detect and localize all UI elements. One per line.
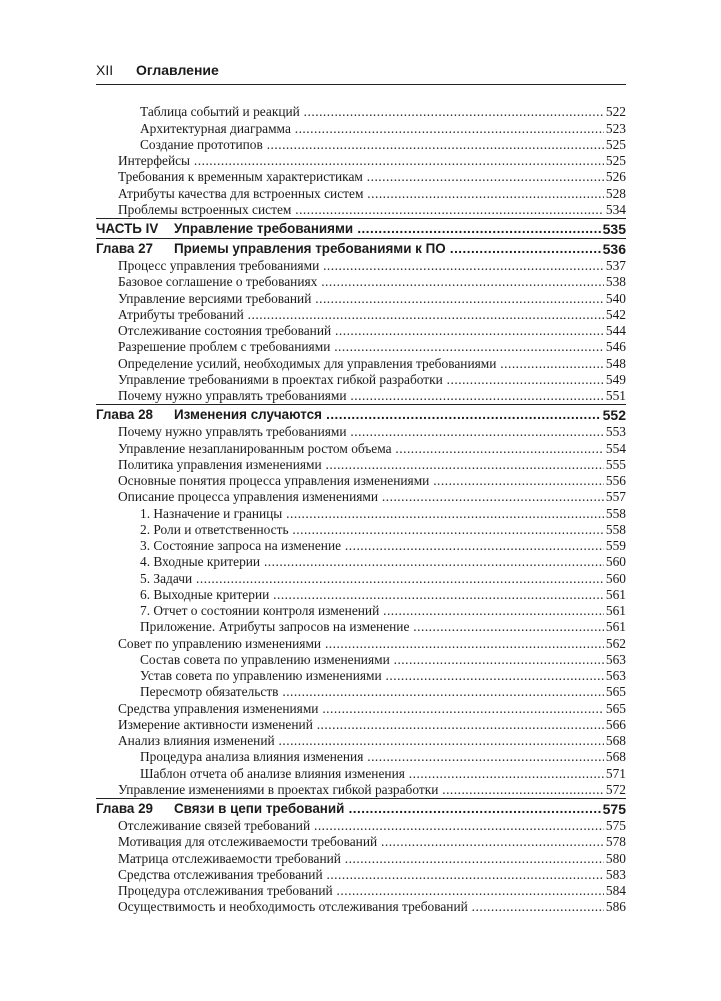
toc-entry-title: Атрибуты требований .....: [118, 307, 604, 323]
toc-entry[interactable]: [96, 883, 626, 899]
toc-page-number: 559: [605, 538, 626, 553]
page-number: XII: [96, 62, 114, 78]
toc-page-number: 557: [605, 489, 626, 505]
toc-entry-title: Средства управления изменениями .....: [118, 701, 604, 717]
toc-page-number: 562: [605, 635, 626, 651]
toc-part-number: ЧАСТЬ IV: [96, 220, 159, 236]
toc-page-number: 561: [605, 586, 626, 602]
toc-entry-title: Анализ влияния изменений .....: [118, 733, 604, 749]
toc-entry-title: Создание прототипов .....: [140, 137, 604, 153]
toc-part-number: Глава 27: [96, 240, 153, 256]
toc-entry[interactable]: [96, 619, 626, 635]
toc-entry[interactable]: [96, 120, 626, 136]
toc-page-number: 522: [605, 104, 626, 120]
toc-entry-title: Процедура анализа влияния изменения .....: [140, 749, 604, 765]
toc-entry[interactable]: [96, 505, 626, 521]
toc-page-number: 558: [605, 505, 626, 521]
toc-page-number: 583: [605, 866, 626, 882]
toc-entry[interactable]: [96, 700, 626, 716]
toc-page-number: 565: [605, 700, 626, 716]
toc-page-number: 566: [605, 716, 626, 732]
toc-entry[interactable]: [96, 899, 626, 915]
toc-entry[interactable]: [96, 717, 626, 733]
toc-entry[interactable]: [96, 554, 626, 570]
toc-entry[interactable]: [96, 782, 626, 798]
toc-entry-title: Приложение. Атрибуты запросов на изменение .....: [140, 619, 604, 635]
toc-entry[interactable]: [96, 489, 626, 505]
toc-entry[interactable]: [96, 153, 626, 169]
toc-entry-title: Изменения случаются .....: [174, 406, 601, 424]
toc-entry[interactable]: [96, 603, 626, 619]
toc-page-number: 561: [605, 619, 626, 635]
toc-entry-title: Основные понятия процесса управления изменениями .....: [118, 473, 604, 489]
toc-page-number: 535: [602, 220, 626, 237]
toc-entry[interactable]: [96, 424, 626, 440]
toc-entry-title: Архитектурная диаграмма .....: [140, 121, 604, 137]
toc-page-number: 546: [605, 339, 626, 355]
toc-entry-title: Управление требованиями .....: [174, 220, 601, 238]
toc-part-entry[interactable]: [96, 218, 626, 238]
toc-page-number: 572: [605, 781, 626, 797]
toc-entry[interactable]: [96, 307, 626, 323]
toc-entry[interactable]: [96, 850, 626, 866]
toc-entry-title: Почему нужно управлять требованиями .....: [118, 424, 604, 440]
toc-page-number: 534: [605, 201, 626, 217]
toc-entry-title: Совет по управлению изменениями .....: [118, 636, 604, 652]
toc-page-number: 571: [605, 765, 626, 781]
toc-page-number: 553: [605, 424, 626, 440]
toc-entry-title: Измерение активности изменений .....: [118, 717, 604, 733]
toc-page-number: 568: [605, 749, 626, 765]
toc-page-number: 552: [602, 407, 626, 423]
running-header: [96, 62, 626, 84]
toc-part-number: Глава 28: [96, 407, 153, 422]
toc-entry-title: Мотивация для отслеживаемости требований .....: [118, 834, 604, 850]
toc-page-number: 525: [605, 153, 626, 168]
toc-page-number: 586: [605, 899, 626, 915]
table-of-contents: [96, 104, 626, 915]
toc-entry[interactable]: [96, 473, 626, 489]
toc-entry-title: Процедура отслеживания требований .....: [118, 883, 604, 899]
toc-entry-title: Управление незапланированным ростом объема .....: [118, 441, 604, 457]
toc-page-number: 556: [605, 473, 626, 488]
toc-page-number: 555: [605, 456, 626, 472]
toc-part-entry[interactable]: [96, 238, 626, 258]
toc-page-number: 549: [605, 371, 626, 387]
toc-entry[interactable]: [96, 355, 626, 371]
toc-page-number: 563: [605, 668, 626, 683]
toc-entry-title: 1. Назначение и границы .....: [140, 506, 604, 522]
toc-entry[interactable]: [96, 185, 626, 201]
toc-page-number: 561: [605, 603, 626, 618]
toc-page-number: 537: [605, 258, 626, 273]
toc-page-number: 540: [605, 290, 626, 306]
toc-entry-title: Состав совета по управлению изменениями .....: [140, 652, 604, 668]
toc-page-number: 528: [605, 185, 626, 201]
toc-entry-title: Политика управления изменениями .....: [118, 457, 604, 473]
toc-entry[interactable]: [96, 635, 626, 651]
toc-entry[interactable]: [96, 733, 626, 749]
toc-page-number: 551: [605, 388, 626, 403]
toc-entry-title: Разрешение проблем с требованиями .....: [118, 339, 604, 355]
toc-page-number: 565: [605, 684, 626, 700]
toc-entry-title: Управление изменениями в проектах гибкой разработки .....: [118, 782, 604, 798]
toc-entry-title: Требования к временным характеристикам .....: [118, 169, 604, 185]
toc-entry-title: Матрица отслеживаемости требований .....: [118, 851, 604, 867]
toc-entry-title: 3. Состояние запроса на изменение .....: [140, 538, 604, 554]
toc-page-number: 523: [605, 120, 626, 136]
toc-entry[interactable]: [96, 137, 626, 153]
toc-entry-title: Атрибуты качества для встроенных систем .....: [118, 186, 604, 202]
toc-entry-title: Таблица событий и реакций .....: [140, 104, 604, 120]
toc-page-number: 568: [605, 733, 626, 748]
toc-entry[interactable]: [96, 538, 626, 554]
toc-part-number: Глава 29: [96, 800, 153, 816]
toc-entry[interactable]: [96, 169, 626, 185]
toc-entry[interactable]: [96, 323, 626, 339]
toc-page-number: 575: [602, 800, 626, 817]
toc-entry[interactable]: [96, 684, 626, 700]
toc-entry[interactable]: [96, 749, 626, 765]
toc-entry-title: Устав совета по управлению изменениями .....: [140, 668, 604, 684]
toc-entry-title: Интерфейсы .....: [118, 153, 604, 169]
toc-entry-title: Отслеживание связей требований .....: [118, 818, 604, 834]
toc-entry-title: Определение усилий, необходимых для управления требованиями .....: [118, 356, 604, 372]
toc-entry[interactable]: [96, 668, 626, 684]
toc-entry[interactable]: [96, 522, 626, 538]
toc-page-number: 558: [605, 521, 626, 537]
toc-page-number: 575: [605, 818, 626, 833]
toc-entry-title: Отслеживание состояния требований .....: [118, 323, 604, 339]
toc-entry[interactable]: [96, 457, 626, 473]
toc-page-number: 536: [602, 240, 626, 257]
toc-part-entry[interactable]: [96, 404, 626, 424]
toc-entry[interactable]: [96, 104, 626, 120]
toc-entry-title: 6. Выходные критерии .....: [140, 587, 604, 603]
toc-entry-title: Шаблон отчета об анализе влияния изменения .....: [140, 766, 604, 782]
toc-page-number: 542: [605, 306, 626, 322]
toc-entry-title: Пересмотр обязательств .....: [140, 684, 604, 700]
toc-page-number: 560: [605, 554, 626, 570]
toc-entry-title: Средства отслеживания требований .....: [118, 867, 604, 883]
toc-page-number: 554: [605, 440, 626, 456]
toc-entry[interactable]: [96, 834, 626, 850]
toc-entry[interactable]: [96, 388, 626, 404]
toc-page-number: 525: [605, 136, 626, 152]
toc-entry[interactable]: [96, 290, 626, 306]
toc-entry-title: 7. Отчет о состоянии контроля изменений .....: [140, 603, 604, 619]
toc-entry-title: Приемы управления требованиями к ПО .....: [174, 240, 601, 258]
toc-entry-title: Базовое соглашение о требованиях .....: [118, 274, 604, 290]
header-rule: [96, 84, 626, 85]
toc-entry-title: Проблемы встроенных систем .....: [118, 202, 604, 218]
toc-entry[interactable]: [96, 652, 626, 668]
toc-entry-title: 4. Входные критерии .....: [140, 554, 604, 570]
toc-entry[interactable]: [96, 202, 626, 218]
toc-entry[interactable]: [96, 372, 626, 388]
toc-entry-title: Управление версиями требований .....: [118, 291, 604, 307]
toc-entry-title: Процесс управления требованиями .....: [118, 258, 604, 274]
toc-entry[interactable]: [96, 339, 626, 355]
toc-entry[interactable]: [96, 570, 626, 586]
toc-entry[interactable]: [96, 818, 626, 834]
toc-entry[interactable]: [96, 587, 626, 603]
toc-page-number: 584: [605, 883, 626, 898]
toc-page-number: 544: [605, 323, 626, 338]
toc-entry[interactable]: [96, 274, 626, 290]
toc-entry[interactable]: [96, 440, 626, 456]
toc-page-number: 580: [605, 850, 626, 866]
toc-entry-title: 2. Роли и ответственность .....: [140, 522, 604, 538]
toc-entry[interactable]: [96, 258, 626, 274]
toc-entry-title: Осуществимость и необходимость отслеживания требований .....: [118, 899, 604, 915]
toc-page-number: 548: [605, 355, 626, 371]
toc-page-number: 563: [605, 651, 626, 667]
toc-entry[interactable]: [96, 765, 626, 781]
toc-page-number: 578: [605, 834, 626, 850]
toc-entry[interactable]: [96, 867, 626, 883]
toc-part-entry[interactable]: [96, 798, 626, 818]
toc-entry-title: Почему нужно управлять требованиями .....: [118, 388, 604, 404]
toc-page-number: 538: [605, 274, 626, 290]
toc-page-number: 560: [605, 570, 626, 586]
toc-entry-title: Описание процесса управления изменениями .....: [118, 489, 604, 505]
running-title: Оглавление: [136, 62, 219, 78]
toc-entry-title: 5. Задачи .....: [140, 571, 604, 587]
toc-page-number: 526: [605, 169, 626, 185]
toc-entry-title: Связи в цепи требований .....: [174, 800, 601, 818]
toc-entry-title: Управление требованиями в проектах гибкой разработки .....: [118, 372, 604, 388]
